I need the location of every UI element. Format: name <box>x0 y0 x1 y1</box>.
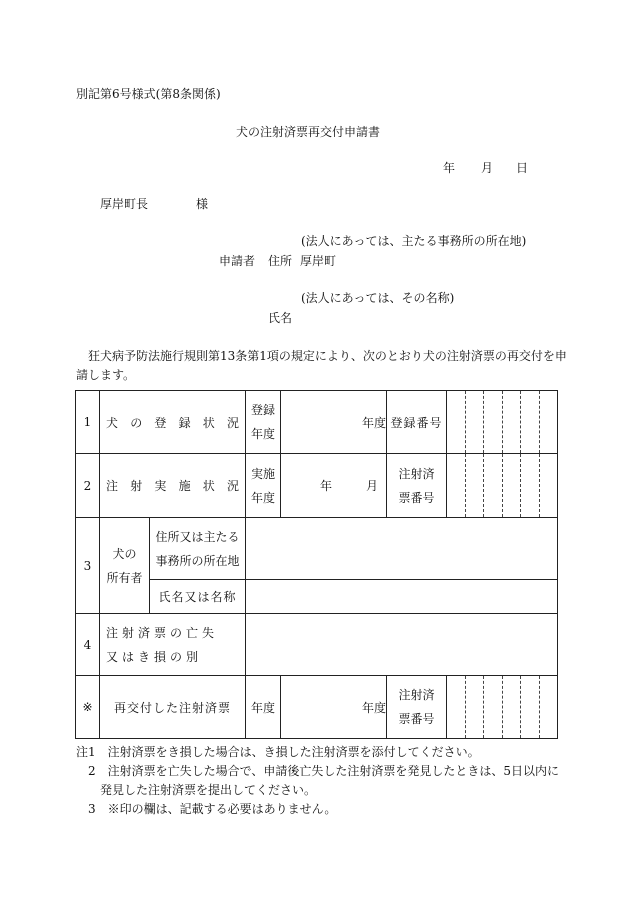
notes <box>76 743 559 819</box>
tag-number-label: 注射済 票番号 <box>387 454 447 518</box>
address-label: 住所 <box>268 254 293 268</box>
registration-year-header: 登録 年度 <box>246 391 281 454</box>
date-year-label: 年 <box>443 161 456 175</box>
reissued-tag-number-label: 注射済 票番号 <box>387 676 447 739</box>
application-table <box>75 390 558 739</box>
body-text-line1: 狂犬病予防法施行規則第13条第1項の規定により、次のとおり犬の注射済票の再交付を申 <box>88 349 567 363</box>
injection-year-header: 実施 年度 <box>246 454 281 518</box>
reissued-tag-number-input <box>447 676 558 739</box>
name-note: (法人にあっては、その名称) <box>301 291 455 305</box>
owner-address-input[interactable] <box>246 518 558 580</box>
row-number: 4 <box>76 614 100 676</box>
injection-date-input[interactable]: 年 月 <box>281 454 387 518</box>
table-row <box>76 391 558 454</box>
row-label <box>100 454 246 518</box>
addressee-suffix: 様 <box>196 197 209 211</box>
note-3: 3 ※印の欄は、記載する必要はありません。 <box>76 802 337 816</box>
owner-address-label: 住所又は主たる 事務所の所在地 <box>150 518 246 580</box>
address-value: 厚岸町 <box>300 254 337 268</box>
page-title: 犬の注射済票再交付申請書 <box>236 125 381 139</box>
note-2: 2 注射済票を亡失した場合で、申請後亡失した注射済票を発見したときは、5日以内に <box>76 764 560 778</box>
reissued-tag-label: 再交付した注射済票 <box>100 676 246 739</box>
name-label: 氏名 <box>268 311 293 325</box>
addressee: 厚岸町長 <box>100 197 149 211</box>
date-month-label: 月 <box>481 161 494 175</box>
row-number: 2 <box>76 454 100 518</box>
registration-number-label: 登録番号 <box>387 391 447 454</box>
registration-number-input[interactable] <box>447 391 558 454</box>
table-row <box>76 454 558 518</box>
table-row <box>76 614 558 676</box>
row-number: 1 <box>76 391 100 454</box>
address-note: (法人にあっては、主たる事務所の所在地) <box>301 234 527 248</box>
owner-name-input[interactable] <box>246 580 558 614</box>
applicant-label: 申請者 <box>219 254 256 268</box>
form-reference: 別記第6号様式(第8条関係) <box>76 87 221 101</box>
table-row <box>76 676 558 739</box>
reissued-year-header: 年度 <box>246 676 281 739</box>
date-day-label: 日 <box>516 161 529 175</box>
table-row <box>76 518 558 580</box>
note-1: 注1 注射済票をき損した場合は、き損した注射済票を添付してください。 <box>76 745 480 759</box>
body-text-line2: 請します。 <box>76 368 136 382</box>
reissued-year-input: 年度 <box>281 676 387 739</box>
office-use-mark: ※ <box>76 676 100 739</box>
owner-name-label: 氏名又は名称 <box>150 580 246 614</box>
loss-damage-input[interactable] <box>246 614 558 676</box>
loss-damage-label: 注射済票の亡失 又はき損の別 <box>100 614 246 676</box>
owner-label: 犬の 所有者 <box>100 518 150 614</box>
row-label <box>100 391 246 454</box>
injection-status-label: 注 射 実 施 状 況 <box>106 479 239 493</box>
registration-year-input[interactable]: 年度 <box>281 391 387 454</box>
dog-registration-label: 犬 の 登 録 状 況 <box>106 415 239 430</box>
row-number: 3 <box>76 518 100 614</box>
note-2-continued: 発見した注射済票を提出してください。 <box>76 783 317 797</box>
tag-number-input[interactable] <box>447 454 558 518</box>
